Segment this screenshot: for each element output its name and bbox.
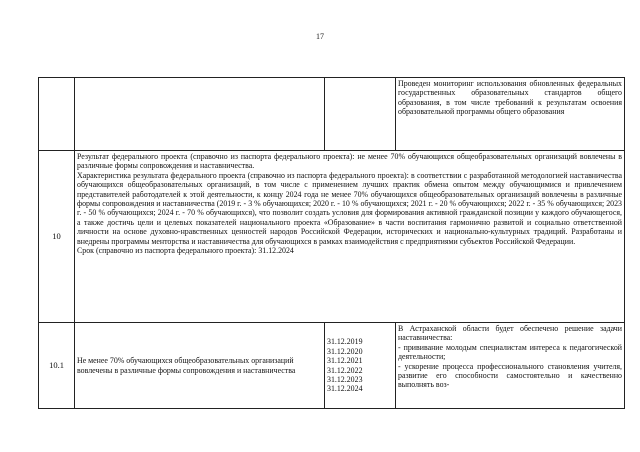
- table-row-10: [39, 151, 625, 323]
- description-cell: Не менее 70% обучающихся общеобразовательных организаций вовлечены в различные формы сопровождения и наставничества: [75, 323, 325, 409]
- row-number-cell: [39, 78, 75, 151]
- dates-cell: [325, 78, 396, 151]
- result-cell: Проведен мониторинг использования обновленных федеральных государственных образовательных стандартов общего образования, в том числе требований к результатам освоения образовательной программы общего образования: [396, 78, 625, 151]
- table-row-continuation: [39, 78, 625, 151]
- date-item: 31.12.2021: [327, 356, 363, 366]
- federal-project-result: [75, 151, 625, 323]
- result-cell: В Астраханской области будет обеспечено решение задачи наставничества: - прививание молодым специалистам интереса к педагогической деятельности; - ускорение процесса профессионального становления учителя, развитие его способности самостоятельно и качественно выполнять воз-: [396, 323, 625, 409]
- document-table: [38, 77, 625, 409]
- date-item: 31.12.2020: [327, 346, 363, 356]
- date-item: 31.12.2024: [327, 384, 363, 394]
- result-deadline: Срок (справочно из паспорта федерального проекта): 31.12.2024: [77, 246, 294, 256]
- page-number: 17: [316, 32, 324, 41]
- date-item: 31.12.2022: [327, 365, 363, 375]
- table-row-10-1: [39, 323, 625, 409]
- date-item: 31.12.2023: [327, 374, 363, 384]
- result-characteristic: Характеристика результата федерального проекта (справочно из паспорта федерального проекта): в соответствии с разработанной методологией наставничества обучающихся общеобразовательных организаций, в том числе с применением лучших практик обмена опытом между обучающимися и привлечением представителей работодателей к этой деятельности, к концу 2024 года не менее 70% обучающихся общеобразовательных организаций вовлечены в различные формы сопровождения и наставничества (2019 г. - 3 % обучающихся; 2020 г. - 10 % обучающихся; 2021 г. - 20 % обучающихся; 2022 г. - 35 % обучающихся; 2023 г. - 50 % обучающихся; 2024 г. - 70 % обучающихся), что позволит создать условия для формирования активной гражданской позиции у каждого обучающегося, а также достичь цели и целевых показателей национального проекта «Образование» в части воспитания гармонично развитой и социально ответственной личности на основе духовно-нравственных ценностей народов Российской Федерации, исторических и национально-культурных традиций. Разработаны и внедрены программы менторства и наставничества для обучающихся в рамках взаимодействия с предприятиями субъектов Российской Федерации.: [77, 170, 622, 246]
- row-number: 10: [39, 151, 75, 323]
- row-number: 10.1: [39, 323, 75, 409]
- description-cell: [75, 78, 325, 151]
- dates-cell: [325, 323, 396, 409]
- result-statement: Результат федерального проекта (справочно из паспорта федерального проекта): не менее 70% обучающихся общеобразовательных организаций вовлечены в различные формы сопровождения и наставничества.: [77, 152, 622, 171]
- date-item: 31.12.2019: [327, 337, 363, 347]
